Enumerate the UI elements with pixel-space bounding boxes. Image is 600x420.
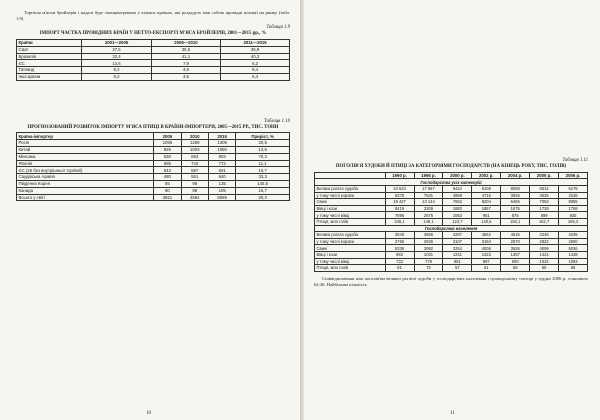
table-header-cell: Приріст, % — [236, 133, 290, 140]
table-cell: 4958 — [443, 192, 472, 199]
table-cell: 135 — [208, 180, 235, 187]
table-1-11-title: ПОГОЛІВ'Я ХУДОБИ Й ПТИЦІ ЗА КАТЕГОРІЯМИ ГОСПОДАРСТВ (НА КІНЕЦЬ РОКУ, ТИС. ГОЛІВ) — [335, 164, 567, 169]
table-cell: 4515 — [501, 232, 530, 239]
table-row — [315, 205, 588, 212]
table-cell: 9,2 — [82, 73, 151, 80]
row-label-cell: у тому числі вівці — [315, 212, 386, 219]
left-top-paragraph: Торгівля м'ясом бройлерів і надалі буде сконцентрована у кількох країнах, які роздадуть між собою провідні позиції на ринку (табл. 1.9) — [16, 10, 290, 22]
table-cell: 851 — [443, 258, 472, 265]
table-cell: 6175 — [559, 185, 588, 192]
table-1-11-rows-pop — [315, 232, 588, 272]
table-cell: 105 — [208, 187, 235, 194]
table-cell: 2600 — [559, 238, 588, 245]
table-cell: 935 — [559, 212, 588, 219]
table-row — [315, 238, 588, 245]
table-cell: 601 — [208, 167, 235, 174]
table-cell: 587 — [181, 167, 208, 174]
table-cell: 4099 — [530, 245, 559, 252]
right-bottom-paragraph: Співвідношення між поголів'ям великої рогатої худоби у господарствах населення і громадському секторі у грудні 2006 р. становило 64:36. Найбільша кількість — [314, 275, 588, 287]
table-header-cell: 1990 р. — [385, 172, 414, 179]
table-header-cell: 2005 — [154, 133, 181, 140]
table-cell: 3856 — [414, 232, 443, 239]
table-cell: 925 — [154, 146, 181, 153]
table-cell: 61 — [472, 265, 501, 272]
table-header-cell: 2011—2015 — [221, 40, 290, 47]
table-row — [315, 199, 588, 206]
table-cell: 19 427 — [385, 199, 414, 206]
table-cell: 900 — [501, 258, 530, 265]
table-row — [315, 265, 588, 272]
table-1-10-title: ПРОГНОЗОВАНИЙ РОЗВИТОК ІМПОРТУ М'ЯСА ПТИЦІ В КРАЇНИ-ІМПОРТЕРИ, 2005—2015 РР., ТИС. ТОНН — [27, 124, 279, 130]
table-cell: 640 — [208, 174, 235, 181]
table-cell: 3209 — [414, 205, 443, 212]
table-row — [315, 212, 588, 219]
table-cell: 4287 — [443, 232, 472, 239]
table-cell: 951 — [472, 212, 501, 219]
table-1-9 — [16, 39, 290, 81]
table-row — [17, 73, 290, 80]
table-row — [17, 140, 290, 147]
table-row — [17, 194, 290, 201]
table-cell: 7053 — [530, 199, 559, 206]
table-cell: 992 — [385, 251, 414, 258]
table-row — [315, 258, 588, 265]
table-header-cell: 2006 р. — [559, 172, 588, 179]
table-cell: 58 — [559, 265, 588, 272]
table-cell: 7531 — [414, 192, 443, 199]
table-cell: 72 — [414, 265, 443, 272]
table-cell: 17 557 — [414, 185, 443, 192]
table-cell: 149,1 — [414, 218, 443, 225]
table-1-10-header-row — [17, 133, 290, 140]
table-cell: 4245 — [530, 232, 559, 239]
table-cell: 3254 — [443, 245, 472, 252]
table-cell: 1883 — [443, 205, 472, 212]
table-cell: 2970 — [501, 238, 530, 245]
table-row — [315, 218, 588, 225]
table-cell: 55 — [154, 180, 181, 187]
table-cell: 9424 — [443, 185, 472, 192]
table-header-cell: 2000 р. — [443, 172, 472, 179]
row-label-cell: Бразилія — [17, 53, 82, 60]
table-cell: 1093 — [559, 258, 588, 265]
table-cell: 24 623 — [385, 185, 414, 192]
table-cell: 3348 — [559, 192, 588, 199]
table-cell: 4,9 — [151, 67, 220, 74]
table-cell: 2936 — [414, 238, 443, 245]
table-cell: 140,6 — [472, 218, 501, 225]
table-cell: 1424 — [530, 251, 559, 258]
row-label-cell: ЄС — [17, 60, 82, 67]
table-cell: 5336 — [385, 245, 414, 252]
table-cell: 57 — [443, 265, 472, 272]
table-cell: 58 — [530, 265, 559, 272]
table-1-10 — [16, 132, 290, 201]
table-header-cell: Країни — [17, 40, 82, 47]
table-cell: 6,4 — [221, 73, 290, 80]
row-label-cell: у тому числі вівці — [315, 258, 386, 265]
table-cell: 1728 — [530, 205, 559, 212]
table-cell: 8093 — [501, 185, 530, 192]
table-header-cell — [315, 172, 386, 179]
table-1-9-body — [17, 46, 290, 80]
table-cell: 1259 — [181, 140, 208, 147]
table-1-9-title: ІМПОРТ ЧАСТКА ПРОВІДНИХ КРАЇН У НЕТТО-ЕКСПОРТІ М'ЯСА БРОЙЛЕРІВ, 2001—2015 рр., % — [39, 31, 267, 37]
table-cell: 899 — [530, 212, 559, 219]
table-row — [17, 167, 290, 174]
table-cell: 1675 — [501, 205, 530, 212]
table-cell: 7,9 — [151, 60, 220, 67]
table-cell: 58 — [501, 265, 530, 272]
section-all-farms: Господарства усіх категорій — [315, 179, 588, 186]
page-number-right: 11 — [450, 411, 455, 416]
table-cell: 37,5 — [82, 46, 151, 53]
table-cell: 5036 — [559, 245, 588, 252]
row-label-cell: Вівці і кози — [315, 251, 386, 258]
table-cell: 1063 — [443, 212, 472, 219]
section-households: Господарства населення — [315, 225, 588, 232]
table-cell: 90 — [154, 187, 181, 194]
row-label-cell: Велика рогата худоба — [315, 185, 386, 192]
table-1-10-caption: Таблиця 1.10 — [264, 118, 290, 124]
table-header-cell: 2005 р. — [530, 172, 559, 179]
table-cell: 123,7 — [443, 218, 472, 225]
table-cell: 7652 — [443, 199, 472, 206]
table-section-row — [315, 225, 588, 232]
page-number-left: 10 — [146, 411, 151, 416]
table-cell: 551 — [181, 174, 208, 181]
table-cell: 3,5 — [151, 73, 220, 80]
table-cell: 779 — [414, 258, 443, 265]
table-cell: 3635 — [530, 192, 559, 199]
table-cell: 3194 — [472, 238, 501, 245]
table-cell: 13 144 — [414, 199, 443, 206]
table-cell: 41,1 — [151, 53, 220, 60]
table-row — [17, 187, 290, 194]
row-label-cell: Птиця, млн голів — [315, 218, 386, 225]
table-1-9-caption: Таблиця 1.9 — [266, 25, 290, 31]
table-row — [315, 245, 588, 252]
table-row — [17, 53, 290, 60]
table-1-11-caption: Таблиця 1.11 — [562, 158, 588, 163]
table-cell: 162,7 — [530, 218, 559, 225]
table-cell: 98 — [181, 187, 208, 194]
table-row — [17, 174, 290, 181]
table-header-cell: 2001—2005 — [82, 40, 151, 47]
row-label-cell: Саудівська Аравія — [17, 174, 154, 181]
table-header-cell: 2006—2010 — [151, 40, 220, 47]
table-header-cell: Країна-імпортер — [17, 133, 154, 140]
table-1-11-rows-all — [315, 185, 588, 225]
table-cell: 3626 — [501, 245, 530, 252]
table-header-cell: 2004 р. — [501, 172, 530, 179]
row-label-cell: Канада — [17, 187, 154, 194]
row-label-cell: Південна Корея — [17, 180, 154, 187]
table-cell: 9,2 — [82, 67, 151, 74]
table-row — [17, 60, 290, 67]
row-label-cell: Свині — [315, 199, 386, 206]
table-cell: 9108 — [472, 185, 501, 192]
table-cell: 4562 — [472, 232, 501, 239]
table-cell: 7896 — [385, 212, 414, 219]
table-cell: 1050 — [208, 146, 235, 153]
table-cell: 98 — [181, 180, 208, 187]
row-label-cell: Свині — [315, 245, 386, 252]
table-cell: 150,1 — [501, 218, 530, 225]
table-cell: 166,3 — [559, 218, 588, 225]
table-row — [17, 160, 290, 167]
table-1-11-header-row — [315, 172, 588, 179]
table-cell: 13,6 — [82, 60, 151, 67]
table-cell: 1096 — [154, 140, 181, 147]
table-cell: 480 — [154, 174, 181, 181]
table-cell: 11,1 — [236, 160, 290, 167]
table-cell: 897 — [472, 258, 501, 265]
table-header-cell: 2002 р. — [472, 172, 501, 179]
table-row — [17, 46, 290, 53]
table-1-11-body-all — [315, 179, 588, 186]
table-cell: 13,5 — [236, 146, 290, 153]
table-cell: 695 — [154, 160, 181, 167]
table-cell: 1857 — [472, 205, 501, 212]
row-label-cell: Таїланд — [17, 67, 82, 74]
table-row — [17, 180, 290, 187]
row-label-cell: ЄС (25 без внутрішньої торгівлі) — [17, 167, 154, 174]
row-label-cell: США — [17, 46, 82, 53]
table-cell: 3921 — [154, 194, 181, 201]
table-1-11-body-pop — [315, 225, 588, 232]
table-cell: 9,4 — [221, 67, 290, 74]
table-cell: 20,5 — [236, 140, 290, 147]
row-label-cell: Китай — [17, 146, 154, 153]
table-cell: 9204 — [472, 199, 501, 206]
table-cell: 1241 — [443, 251, 472, 258]
table-cell: 2875 — [414, 212, 443, 219]
table-row — [17, 153, 290, 160]
table-cell: 33,3 — [236, 174, 290, 181]
table-cell: 5069 — [208, 194, 235, 201]
row-label-cell: Росія — [17, 140, 154, 147]
table-1-10-body — [17, 140, 290, 201]
table-cell: 3107 — [443, 238, 472, 245]
table-cell: 543 — [154, 167, 181, 174]
table-cell: 81 — [385, 265, 414, 272]
table-cell: 732 — [385, 258, 414, 265]
table-cell: 32,4 — [82, 53, 151, 60]
table-cell: 6466 — [501, 199, 530, 206]
table-cell: 772 — [208, 160, 235, 167]
row-label-cell: у тому числі корови — [315, 192, 386, 199]
table-cell: 2766 — [385, 238, 414, 245]
row-label-cell: Вівці і кози — [315, 205, 386, 212]
table-cell: 40,3 — [221, 53, 290, 60]
table-cell: 8419 — [385, 205, 414, 212]
table-cell: 16,7 — [236, 187, 290, 194]
table-cell: 145,5 — [236, 180, 290, 187]
table-cell: 1309 — [208, 140, 235, 147]
row-label-cell: Японія — [17, 160, 154, 167]
table-cell: 1448 — [559, 251, 588, 258]
table-cell: 3926 — [501, 192, 530, 199]
table-cell: 4584 — [181, 194, 208, 201]
table-cell: 10,7 — [236, 167, 290, 174]
table-cell: 1323 — [472, 251, 501, 258]
table-cell: 903 — [208, 153, 235, 160]
row-label-cell: Велика рогата худоба — [315, 232, 386, 239]
table-cell: 3540 — [385, 232, 414, 239]
table-row — [315, 185, 588, 192]
table-cell: 35,5 — [151, 46, 220, 53]
row-label-cell: Птиця, млн голів — [315, 265, 386, 272]
row-label-cell: Інші країни — [17, 73, 82, 80]
table-cell: 1003 — [181, 146, 208, 153]
table-cell: 6514 — [530, 185, 559, 192]
table-cell: 8055 — [559, 199, 588, 206]
table-cell: 3992 — [414, 245, 443, 252]
table-cell: 875 — [501, 212, 530, 219]
row-label-cell: у тому числі корови — [315, 238, 386, 245]
table-cell: 1357 — [501, 251, 530, 258]
table-header-cell: 2015 — [208, 133, 235, 140]
table-row — [315, 251, 588, 258]
table-section-row — [315, 179, 588, 186]
table-1-11 — [314, 172, 588, 272]
table-cell: 4716 — [472, 192, 501, 199]
table-cell: 29,3 — [236, 194, 290, 201]
table-cell: 2822 — [530, 238, 559, 245]
table-cell: 246,1 — [385, 218, 414, 225]
table-cell: 1768 — [559, 205, 588, 212]
table-cell: 1031 — [414, 251, 443, 258]
table-cell: 530 — [154, 153, 181, 160]
row-label-cell: Мексика — [17, 153, 154, 160]
table-row — [17, 67, 290, 74]
table-cell: 4006 — [472, 245, 501, 252]
table-cell: 70,3 — [236, 153, 290, 160]
table-header-cell: 1995 р. — [414, 172, 443, 179]
table-row — [17, 146, 290, 153]
table-cell: 693 — [181, 153, 208, 160]
table-cell: 5,2 — [221, 60, 290, 67]
row-label-cell: Всього у світі — [17, 194, 154, 201]
table-cell: 8378 — [385, 192, 414, 199]
table-cell: 4235 — [559, 232, 588, 239]
table-row — [315, 232, 588, 239]
table-header-cell: 2010 — [181, 133, 208, 140]
table-1-9-header-row — [17, 40, 290, 47]
table-cell: 1034 — [530, 258, 559, 265]
table-cell: 35,9 — [221, 46, 290, 53]
table-cell: 742 — [181, 160, 208, 167]
right-page — [304, 0, 600, 420]
table-row — [315, 192, 588, 199]
